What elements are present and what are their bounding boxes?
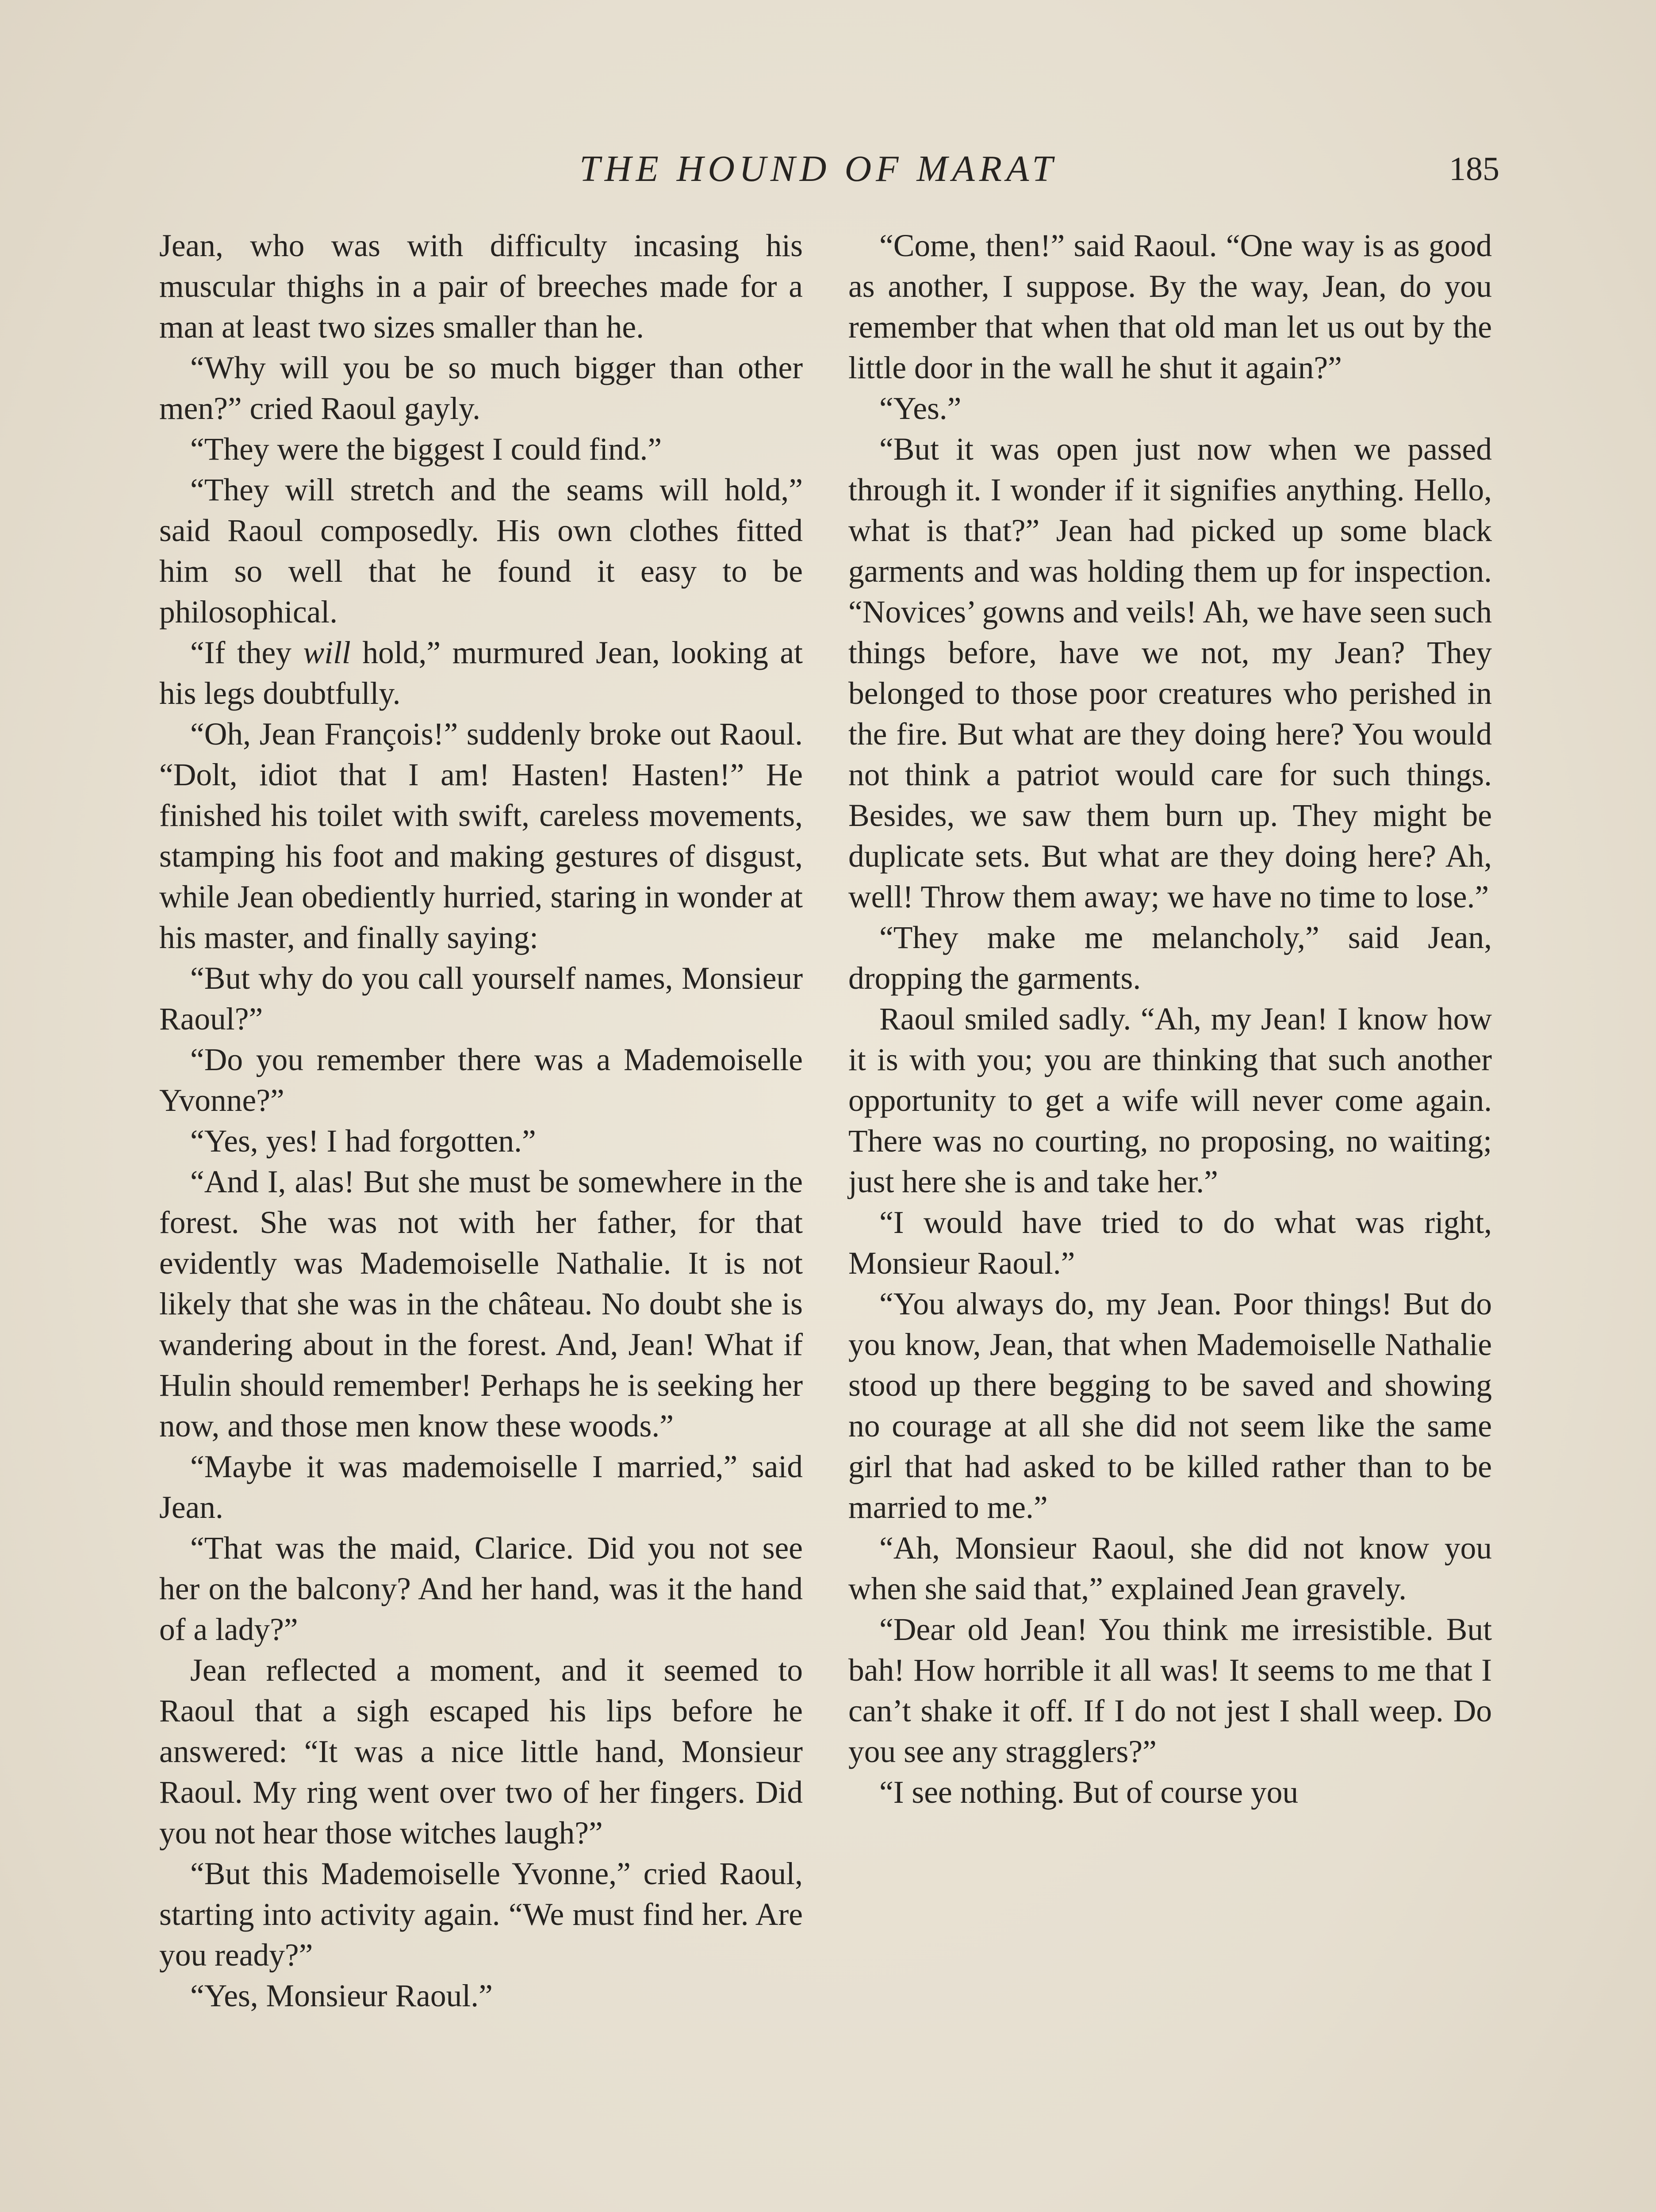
paragraph: Jean, who was with difficulty incasing his muscular thighs in a pair of breeches made for a man at least two sizes smaller than he. xyxy=(159,228,803,345)
paragraph: “Ah, Monsieur Raoul, she did not know you when she said that,” explained Jean gravely. xyxy=(848,1531,1492,1606)
paragraph: “Maybe it was mademoiselle I married,” said Jean. xyxy=(159,1449,803,1525)
paragraph-text: hold,” murmured Jean, looking at his legs doubtfully. xyxy=(159,635,803,711)
paragraph: “Yes, yes! I had forgotten.” xyxy=(190,1124,536,1159)
paragraph: “But this Mademoiselle Yvonne,” cried Raoul, starting into activity again. “We must find her. Are you ready?” xyxy=(159,1856,803,1973)
running-title: THE HOUND OF MARAT xyxy=(579,148,1057,189)
paragraph: “They will stretch and the seams will hold,” said Raoul composedly. His own clothes fitted him so well that he found it easy to be philosophical. xyxy=(159,472,803,630)
paragraph: “You always do, my Jean. Poor things! But do you know, Jean, that when Mademoiselle Nathalie stood up there begging to be saved and showing no courage at all she did not seem like the same girl that had asked to be killed rather than to be married to me.” xyxy=(848,1286,1492,1525)
page-header xyxy=(159,142,1499,196)
left-column xyxy=(159,226,803,2016)
paragraph: “They were the biggest I could find.” xyxy=(190,432,662,467)
paragraph: “Do you remember there was a Mademoiselle Yvonne?” xyxy=(159,1042,803,1118)
paragraph: “But it was open just now when we passed through it. I wonder if it signifies anything. Hello, what is that?” Jean had picked up some black garments and was holding them up for inspection. “Novices’ gowns and veils! Ah, we have seen such things before, have we not, my Jean? They belonged to those poor creatures who perished in the fire. But what are they doing here? You would not think a patriot would care for such things. Besides, we saw them burn up. They might be duplicate sets. But what are they doing here? Ah, well! Throw them away; we have no time to lose.” xyxy=(848,432,1492,914)
paragraph: “And I, alas! But she must be somewhere in the forest. She was not with her father, for that evidently was Mademoiselle Nathalie. It is not likely that she was in the château. No doubt she is wandering about in the forest. And, Jean! What if Hulin should remember! Perhaps he is seeking her now, and those men know these woods.” xyxy=(159,1164,803,1444)
paragraph: “Why will you be so much bigger than other men?” cried Raoul gayly. xyxy=(159,350,803,426)
right-column xyxy=(848,226,1492,1813)
paragraph-text: “If they xyxy=(190,635,303,670)
paragraph: Raoul smiled sadly. “Ah, my Jean! I know how it is with you; you are thinking that such another opportunity to get a wife will never come again. There was no courting, no proposing, no waiting; just here she is and take her.” xyxy=(848,1002,1492,1199)
paragraph: “Yes, Monsieur Raoul.” xyxy=(190,1978,493,2013)
paragraph: Jean reflected a moment, and it seemed to Raoul that a sigh escaped his lips before he answered: “It was a nice little hand, Monsieur Raoul. My ring went over two of her fingers. Did you not hear those witches laugh?” xyxy=(159,1653,803,1851)
paragraph: “Come, then!” said Raoul. “One way is as good as another, I suppose. By the way, Jean, do you remember that when that old man let us out by the little door in the wall he shut it again?” xyxy=(848,228,1492,385)
paragraph: “I see nothing. But of course you xyxy=(879,1775,1299,1810)
paragraph: “Dear old Jean! You think me irresistible. But bah! How horrible it all was! It seems to me that I can’t shake it off. If I do not jest I shall weep. Do you see any stragglers?” xyxy=(848,1612,1492,1769)
paragraph: “That was the maid, Clarice. Did you not see her on the balcony? And her hand, was it the hand of a lady?” xyxy=(159,1531,803,1647)
emphasized-word: will xyxy=(303,635,351,670)
paragraph: “They make me melancholy,” said Jean, dropping the garments. xyxy=(848,920,1492,996)
page-number: 185 xyxy=(1449,150,1499,188)
paragraph: “I would have tried to do what was right, Monsieur Raoul.” xyxy=(848,1205,1492,1281)
paragraph: “Oh, Jean François!” suddenly broke out Raoul. “Dolt, idiot that I am! Hasten! Hasten!” He finished his toilet with swift, careless movements, stamping his foot and making gestures of disgust, while Jean obediently hurried, staring in wonder at his master, and finally saying: xyxy=(159,717,803,955)
paragraph xyxy=(159,633,803,714)
paragraph: “But why do you call yourself names, Monsieur Raoul?” xyxy=(159,961,803,1037)
paragraph: “Yes.” xyxy=(879,391,962,426)
